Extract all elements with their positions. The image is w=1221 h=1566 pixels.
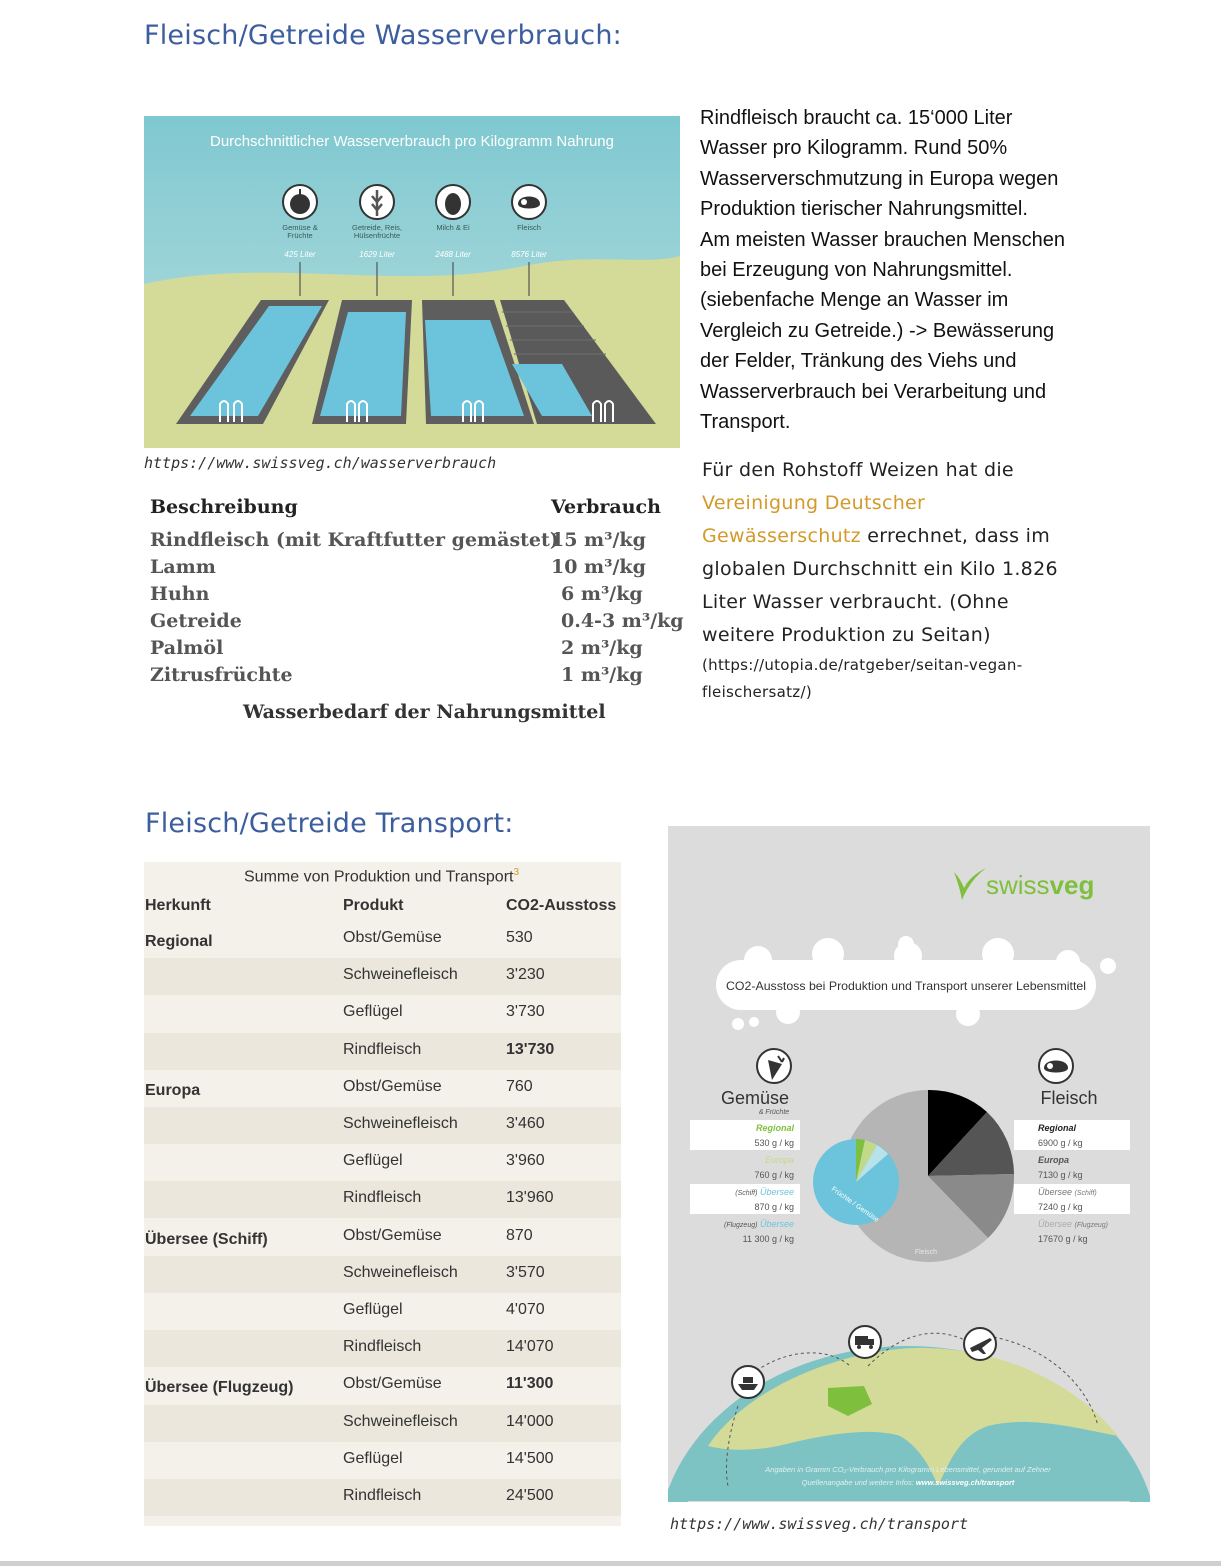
org-link[interactable]: Gewässerschutz [702, 525, 861, 547]
category-label: Getreide, Reis, [351, 223, 403, 232]
text-line: Rindfleisch braucht ca. 15‘000 Liter [700, 107, 1013, 129]
transport-table-title: Summe von Produktion und Transport$^3$ [244, 867, 520, 886]
table-cell-product: Obst/Gemüse [343, 1226, 442, 1244]
water-table-caption: Wasserbedarf der Nahrungsmittel [243, 701, 606, 723]
table-cell-product: Schweinefleisch [343, 1263, 458, 1281]
category-label: Milch & Ei [436, 223, 470, 232]
category-amount: 1629 Liter [359, 250, 395, 259]
table-cell-co2: 14'000 [506, 1412, 554, 1430]
truck-icon [849, 1326, 881, 1358]
left-prefix-ship: (Schiff) [735, 1190, 758, 1197]
left-label-europa: Europa [764, 1155, 794, 1165]
co2-infographic [668, 826, 1150, 1502]
text-line: Transport. [700, 411, 791, 434]
table-cell-product: Obst/Gemüse [343, 1077, 442, 1095]
right-value-europa: 7130 g / kg [1038, 1170, 1083, 1180]
logo-text-bold: veg [1049, 870, 1095, 900]
table-row [144, 1219, 621, 1256]
table-row [144, 1256, 621, 1293]
water-table-value: 0.4-3 m³/kg [561, 610, 684, 632]
table-cell-co2: 14'070 [506, 1338, 554, 1356]
table-cell-co2: 11'300 [506, 1375, 554, 1393]
water-table-item: Huhn [150, 583, 210, 605]
table-cell-product: Geflügel [343, 1003, 403, 1021]
footer-note: Angaben in Gramm CO₂-Verbrauch pro Kilogramm Lebensmittel, gerundet auf Zehner [765, 1465, 1051, 1474]
left-prefix-plane: (Flugzeug) [723, 1222, 758, 1229]
table-cell-co2: 24'500 [506, 1487, 554, 1504]
text-line: Wasserverbrauch bei Verarbeitung und [700, 380, 1047, 403]
source-link[interactable]: (https://utopia.de/ratgeber/seitan-vegan- [702, 656, 1023, 674]
table-row [144, 1033, 621, 1070]
text-line: weitere Produktion zu Seitan) [702, 624, 991, 646]
table-cell-product: Schweinefleisch [343, 1412, 458, 1430]
table-cell-product: Obst/Gemüse [343, 929, 442, 946]
text-line: Produktion tierischer Nahrungsmittel. [700, 198, 1028, 221]
text-line: Am meisten Wasser brauchen Menschen [700, 228, 1065, 251]
water-table-item: Zitrusfrüchte [150, 664, 293, 686]
right-title: Fleisch [1040, 1088, 1098, 1108]
transport-table [144, 862, 621, 1526]
table-cell-origin: Übersee (Schiff) [145, 1230, 268, 1248]
source-link[interactable]: fleischersatz/) [702, 683, 812, 701]
table-row [144, 1405, 621, 1442]
footer-source-link: www.swissveg.ch/transport [915, 1478, 1015, 1487]
table-cell-product: Rindfleisch [343, 1189, 422, 1207]
left-value-europa: 760 g / kg [754, 1170, 794, 1180]
page-bottom-edge [0, 1561, 1221, 1566]
table-row [144, 958, 621, 995]
right-label-europa: Europa [1038, 1155, 1070, 1165]
veg-pie [813, 1139, 899, 1225]
right-value-regional: 6900 g / kg [1038, 1138, 1083, 1148]
text-line: globalen Durchschnitt ein Kilo 1.826 [702, 558, 1058, 580]
footnote-marker[interactable]: 3 [513, 867, 520, 878]
water-table-header-consumption: Verbrauch [551, 496, 661, 518]
water-table-item: Lamm [150, 556, 216, 578]
water-infographic-source-link[interactable]: https://www.swissveg.ch/wasserverbrauch [144, 454, 497, 472]
left-label-plane-text: Übersee [759, 1219, 794, 1229]
table-cell-co2: 760 [506, 1077, 533, 1095]
section-title-water: Fleisch/Getreide Wasserverbrauch: [144, 20, 622, 51]
table-cell-product: Geflügel [343, 1301, 403, 1318]
table-cell-co2: 3'570 [506, 1263, 545, 1281]
transport-table-header-product: Produkt [343, 897, 404, 914]
text-line: bei Erzeugung von Nahrungsmittel. [700, 259, 1013, 282]
water-table-value: 6 m³/kg [561, 583, 643, 605]
ship-icon [732, 1366, 764, 1398]
left-title: Gemüse [720, 1088, 790, 1108]
water-paragraph [700, 103, 1100, 437]
text-line: Liter Wasser verbraucht. (Ohne [702, 591, 1009, 613]
co2-infographic-source-link[interactable]: https://www.swissveg.ch/transport [670, 1515, 969, 1533]
table-cell-product: Schweinefleisch [343, 966, 458, 984]
category-label: Gemüse & [282, 223, 318, 232]
table-cell-product: Rindfleisch [343, 1338, 422, 1356]
table-row [144, 1144, 621, 1181]
table-cell-origin: Regional [145, 933, 213, 950]
left-value-ship: 870 g / kg [754, 1202, 794, 1212]
table-cell-co2: 870 [506, 1226, 533, 1244]
category-label: Fleisch [517, 223, 541, 232]
text-line: Vergleich zu Getreide.) -> Bewässerung [700, 319, 1055, 342]
water-table-value: 2 m³/kg [561, 637, 643, 659]
table-row [144, 1442, 621, 1479]
water-infographic [144, 116, 680, 448]
table-cell-co2: 4'070 [506, 1301, 545, 1318]
right-label-ship-text: Übersee [1038, 1187, 1073, 1197]
category-label: Früchte [287, 231, 313, 240]
footer-source [802, 1478, 1015, 1487]
water-table-item: Rindfleisch (mit Kraftfutter gemästet) [150, 529, 559, 551]
table-cell-product: Obst/Gemüse [343, 1375, 442, 1393]
water-infographic-title: Durchschnittlicher Wasserverbrauch pro Kilogramm Nahrung [210, 133, 614, 150]
table-cell-co2: 14'500 [506, 1449, 554, 1467]
transport-table-header-co2: CO2-Ausstoss [506, 897, 617, 914]
table-cell-co2: 3'730 [506, 1003, 545, 1021]
table-row [144, 995, 621, 1032]
section-title-transport: Fleisch/Getreide Transport: [145, 808, 514, 839]
wheat-paragraph [702, 454, 1102, 706]
pie-label-small: Früchte / Gemüse [829, 1185, 880, 1224]
org-link[interactable]: Vereinigung Deutscher [702, 492, 926, 514]
footer-source-prefix: Quellenangabe und weitere Infos: [801, 1478, 916, 1487]
svg-text:swissveg [986, 870, 1094, 900]
table-row [144, 1479, 621, 1516]
water-table-header-description: Beschreibung [150, 496, 298, 518]
table-cell-co2: 530 [506, 929, 533, 946]
text-line: (siebenfache Menge an Wasser im [700, 289, 1009, 312]
table-row [144, 1107, 621, 1144]
category-label: Hülsenfrüchte [353, 231, 401, 240]
banner-text: CO2-Ausstoss bei Produktion und Transport unserer Lebensmittel [726, 979, 1086, 993]
text-line: Für den Rohstoff Weizen hat die [702, 459, 1014, 481]
table-cell-product: Rindfleisch [343, 1487, 422, 1504]
right-label-plane-text: Übersee [1038, 1219, 1073, 1229]
egg-icon [436, 185, 470, 219]
left-value-regional: 530 g / kg [754, 1138, 794, 1148]
water-table-item: Getreide [150, 610, 242, 632]
table-cell-co2: 13'960 [506, 1189, 554, 1207]
table-cell-co2: 3'460 [506, 1115, 545, 1132]
table-cell-origin: Europa [145, 1081, 201, 1099]
airplane-icon [964, 1328, 996, 1360]
table-row [144, 1181, 621, 1218]
apple-icon [283, 185, 317, 219]
category-amount: 2488 Liter [435, 250, 471, 259]
text-fragment: errechnet, dass im [860, 525, 1051, 547]
water-table-item: Palmöl [150, 637, 224, 659]
meat-icon [1039, 1049, 1073, 1083]
right-value-plane: 17670 g / kg [1038, 1234, 1088, 1244]
carrot-icon [757, 1049, 791, 1083]
table-row [144, 921, 621, 958]
water-table-value: 10 m³/kg [551, 556, 646, 578]
table-row [144, 1293, 621, 1330]
pie-label-big: Fleisch [914, 1249, 938, 1256]
table-cell-product: Rindfleisch [343, 1040, 422, 1058]
transport-table-header-origin: Herkunft [145, 897, 211, 914]
right-label-regional: Regional [1038, 1123, 1077, 1133]
category-amount: 8576 Liter [511, 250, 547, 259]
left-label-ship-text: Übersee [759, 1187, 794, 1197]
table-row [144, 1070, 621, 1107]
wheat-icon [360, 185, 394, 219]
category-amount: 425 Liter [284, 250, 316, 259]
table-row [144, 1367, 621, 1404]
text-line: Wasserverschmutzung in Europa wegen [700, 167, 1059, 190]
table-cell-co2: 3'960 [506, 1152, 545, 1170]
right-suffix-ship: (Schiff) [1074, 1190, 1097, 1197]
meat-icon [512, 185, 546, 219]
left-value-plane: 11 300 g / kg [742, 1234, 794, 1244]
table-cell-product: Geflügel [343, 1152, 403, 1170]
water-table-value: 1 m³/kg [561, 664, 643, 686]
text-line: der Felder, Tränkung des Viehs und [700, 350, 1017, 373]
table-cell-product: Schweinefleisch [343, 1115, 458, 1132]
text-line: Wasser pro Kilogramm. Rund 50% [700, 137, 1008, 160]
left-subtitle: & Früchte [758, 1109, 790, 1116]
right-suffix-plane: (Flugzeug) [1074, 1222, 1109, 1229]
table-cell-origin: Übersee (Flugzeug) [145, 1379, 294, 1397]
table-cell-co2: 3'230 [506, 966, 545, 984]
water-table-value: 15 m³/kg [551, 529, 646, 551]
table-cell-product: Geflügel [343, 1449, 403, 1467]
table-cell-co2: 13'730 [506, 1040, 555, 1058]
logo-text-light: swiss [986, 870, 1050, 900]
left-label-regional: Regional [755, 1123, 794, 1133]
right-value-ship: 7240 g / kg [1038, 1202, 1083, 1212]
table-row [144, 1330, 621, 1367]
